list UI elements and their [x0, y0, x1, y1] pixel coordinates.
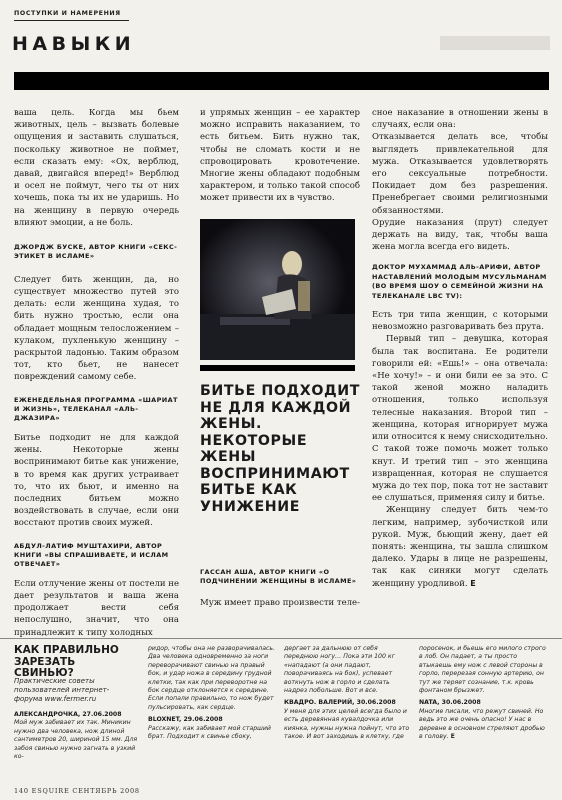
forum-post-3-cont-text: поросенок, и бьешь его милого строго в лоб. Он падает, а ты просто втыкаешь ему нож с левой стороны в горло, перерезая сонную артерию, он тут же теряет сознание, т.к. кровь фонтаном брызжет.	[419, 645, 546, 695]
col3-paragraph-5: Первый тип – девушка, которая была так воспитана. Ее родители говорили ей: «Ешь!» – она отвечала: «Не хочу!» – и они били ее за это. С такой женой можно наладить отношения, только используя телесные наказания. Второй тип – женщина, которая игнорирует мужа или относится к нему снисходительно. С такой тоже помочь может только кнут. И третий тип – это женщина извращенная, которая не слушается мужа до тех пор, пока тот не заставит ее слушаться, применяя силу и битье.	[372, 334, 548, 504]
col3-heading-1: ДОКТОР МУХАММАД АЛЬ-АРИФИ, АВТОР НАСТАВЛЕНИЙ МОЛОДЫМ МУСУЛЬМАНАМ (ВО ВРЕМЯ ШОУ О СЕМЕЙНОЙ ЖИЗНИ НА ТЕЛЕКАНАЛЕ LBC TV):	[372, 263, 547, 300]
photo-illustration	[200, 219, 355, 360]
forum-post-2-name: BLOXNET, 29.06.2008	[148, 716, 223, 724]
column-3	[372, 107, 548, 590]
forum-post-4-text	[419, 708, 547, 742]
forum-box	[14, 645, 549, 783]
forum-post-2-cont-text: дергает за дальнюю от себя переднюю ногу… Пока эти 100 кг «нападают (а они падают, поворачиваясь на бок), успевает воткнуть нож в горло и сделать надрез побольше. Вот и все.	[284, 645, 395, 695]
forum-post-1-cont-text: ридор, чтобы она не разворачивалась. Два человека одновременно за ноги переворачивают свинью на правый бок, и удар ножа в середину грудной клетки, так как при переворотне на бок сердце отклоняется к середине. Если попали правильно, то нож будет пульсировать, как сердце.	[148, 645, 276, 711]
forum-post-2-cont	[284, 645, 412, 741]
forum-subtitle: Практические советы пользователей интернет-форума www.fermer.ru	[14, 677, 110, 703]
forum-title: КАК ПРАВИЛЬНО ЗАРЕЗАТЬ СВИНЬЮ?	[14, 644, 119, 679]
forum-post-4-body: Многие писали, что режут свиней. Но ведь это же очень опасно! У нас в деревне в основном стреляют дробью в голову.	[419, 707, 545, 741]
col1-paragraph-2: Следует бить женщин, да, но существует множество путей это делать: если женщина худая, то бить нужно тростью, если она обладает мощным телосложением – кулаком, пухленькую женщину – раскрытой ладонью. Таким образом тот, кто бьет, не нанесет повреждений самому себе.	[14, 274, 179, 383]
folio: 140 ESQUIRE СЕНТЯБРЬ 2008	[14, 787, 140, 795]
forum-post-1	[14, 711, 142, 761]
footer-top-rule	[0, 638, 562, 639]
header-black-bar	[14, 72, 549, 90]
column-2	[200, 107, 360, 205]
forum-post-3-cont	[419, 645, 547, 741]
col1-paragraph-3: Битье подходит не для каждой жены. Некоторые жены воспринимают битье как унижение, в то время как других устраивает то, что их бьют, и именно на последних битьем можно воздействовать в случае, если они восстают против своих мужей.	[14, 432, 179, 529]
photo	[200, 219, 355, 360]
col1-heading-2: ЕЖЕНЕДЕЛЬНАЯ ПРОГРАММА «ШАРИАТ И ЖИЗНЬ», ТЕЛЕКАНАЛ «АЛЬ-ДЖАЗИРА»	[14, 395, 178, 423]
col3-paragraph-4: Есть три типа женщин, с которыми невозможно разговаривать без прута.	[372, 310, 548, 333]
header-rule	[14, 20, 129, 21]
forum-post-2-text: Расскажу, как забивает мой старший брат. Подходит к свинье сбоку,	[148, 724, 271, 741]
pull-quote-top-bar	[200, 365, 355, 371]
col3-paragraph-6-text: Женщину следует бить чем-то легким, например, зубочисткой или рукой. Муж, бьющий жену, дает ей понять: женщина, ты зашла слишком далеко. Удары в лице не разрешены, так как синяки могут сделать женщину уродливой.	[372, 505, 548, 589]
col1-paragraph-4: Если отлучение жены от постели не дает результатов и ваша жена продолжает вести себя непослушно, значит, что она принадлежит к типу холодных	[14, 578, 179, 638]
col2-heading-1: ГАССАН АША, АВТОР КНИГИ «О ПОДЧИНЕНИИ ЖЕНЩИНЫ В ИСЛАМЕ»	[200, 568, 357, 586]
forum-post-1-cont	[148, 645, 276, 741]
ghost-title-decoration	[440, 36, 550, 50]
column-1	[14, 107, 179, 639]
forum-end-mark: E	[450, 733, 455, 741]
col3-paragraph-2: Отказывается делать все, чтобы выглядеть привлекательной для мужа. Отказывается удовлетворять его сексуальные потребности. Покидает дом без разрешения. Пренебрегает своими религиозными обязанностями.	[372, 132, 548, 216]
forum-post-1-name: АЛЕКСАНДРОЧКА, 27.06.2008	[14, 711, 122, 718]
col3-paragraph-1: сное наказание в отношении жены в случаях, если она:	[372, 108, 548, 131]
section-label: ПОСТУПКИ И НАМЕРЕНИЯ	[14, 10, 121, 17]
forum-post-1-text: Мой муж забивает их так. Миникин нужно два человека, нож длиной сантиметров 20, шириной 15 мм. Для забоя свинью нужно загнать в узкий ко-	[14, 719, 138, 761]
end-mark: E	[470, 578, 476, 588]
col1-heading-3: АБДУЛ-ЛАТИФ МУШТАХИРИ, АВТОР КНИГИ «ВЫ СПРАШИВАЕТЕ, И ИСЛАМ ОТВЕЧАЕТ»	[14, 541, 169, 569]
col3-paragraph-6	[372, 504, 548, 589]
forum-post-3-text: У меня для этих целей всегда было и есть деревянная кувалдочка или киянка, нужны нужна пойнут, что это такое. И вот заходишь в клетку, где	[284, 707, 410, 741]
col2-paragraph-2: Муж имеет право произвести теле-	[200, 597, 360, 608]
col1-paragraph-1: ваша цель. Когда мы бьем животных, цель – вызвать болевые ощущения и заставить слушаться, поскольку животное не поймет, если сказать ему: «Ох, верблюд, давай, двигайся вперед!» Верблюд и осел не поймут, чего ты от них хочешь, пока ты их не ударишь. Но на женщину в первую очередь влияют эмоции, а не боль.	[14, 108, 179, 228]
col2-paragraph-1: и упрямых женщин – ее характер можно исправить наказанием, то есть битьем. Бить нужно так, чтобы не сломать кости и не спровоцировать кровотечение. Многие жены обладают подобным характером, и только такой способ может привести их в чувство.	[200, 108, 360, 204]
page-title: НАВЫКИ	[12, 33, 136, 55]
forum-post-3-name: КВАДРО. ВАЛЕРИЙ, 30.06.2008	[284, 699, 396, 707]
col2-lower	[200, 568, 360, 609]
col1-heading-1: ДЖОРДЖ БУСКЕ, АВТОР КНИГИ «СЕКС-ЭТИКЕТ В ИСЛАМЕ»	[14, 243, 178, 261]
pull-quote: БИТЬЕ ПОДХОДИТ НЕ ДЛЯ КАЖДОЙ ЖЕНЫ. НЕКОТОРЫЕ ЖЕНЫ ВОСПРИНИМАЮТ БИТЬЕ КАК УНИЖЕНИЕ	[200, 383, 360, 515]
col3-paragraph-3: Орудие наказания (прут) следует держать на виду, так, чтобы ваша жена могла всегда его видеть.	[372, 217, 548, 253]
forum-post-4-name: NATA, 30.06.2008	[419, 699, 481, 707]
